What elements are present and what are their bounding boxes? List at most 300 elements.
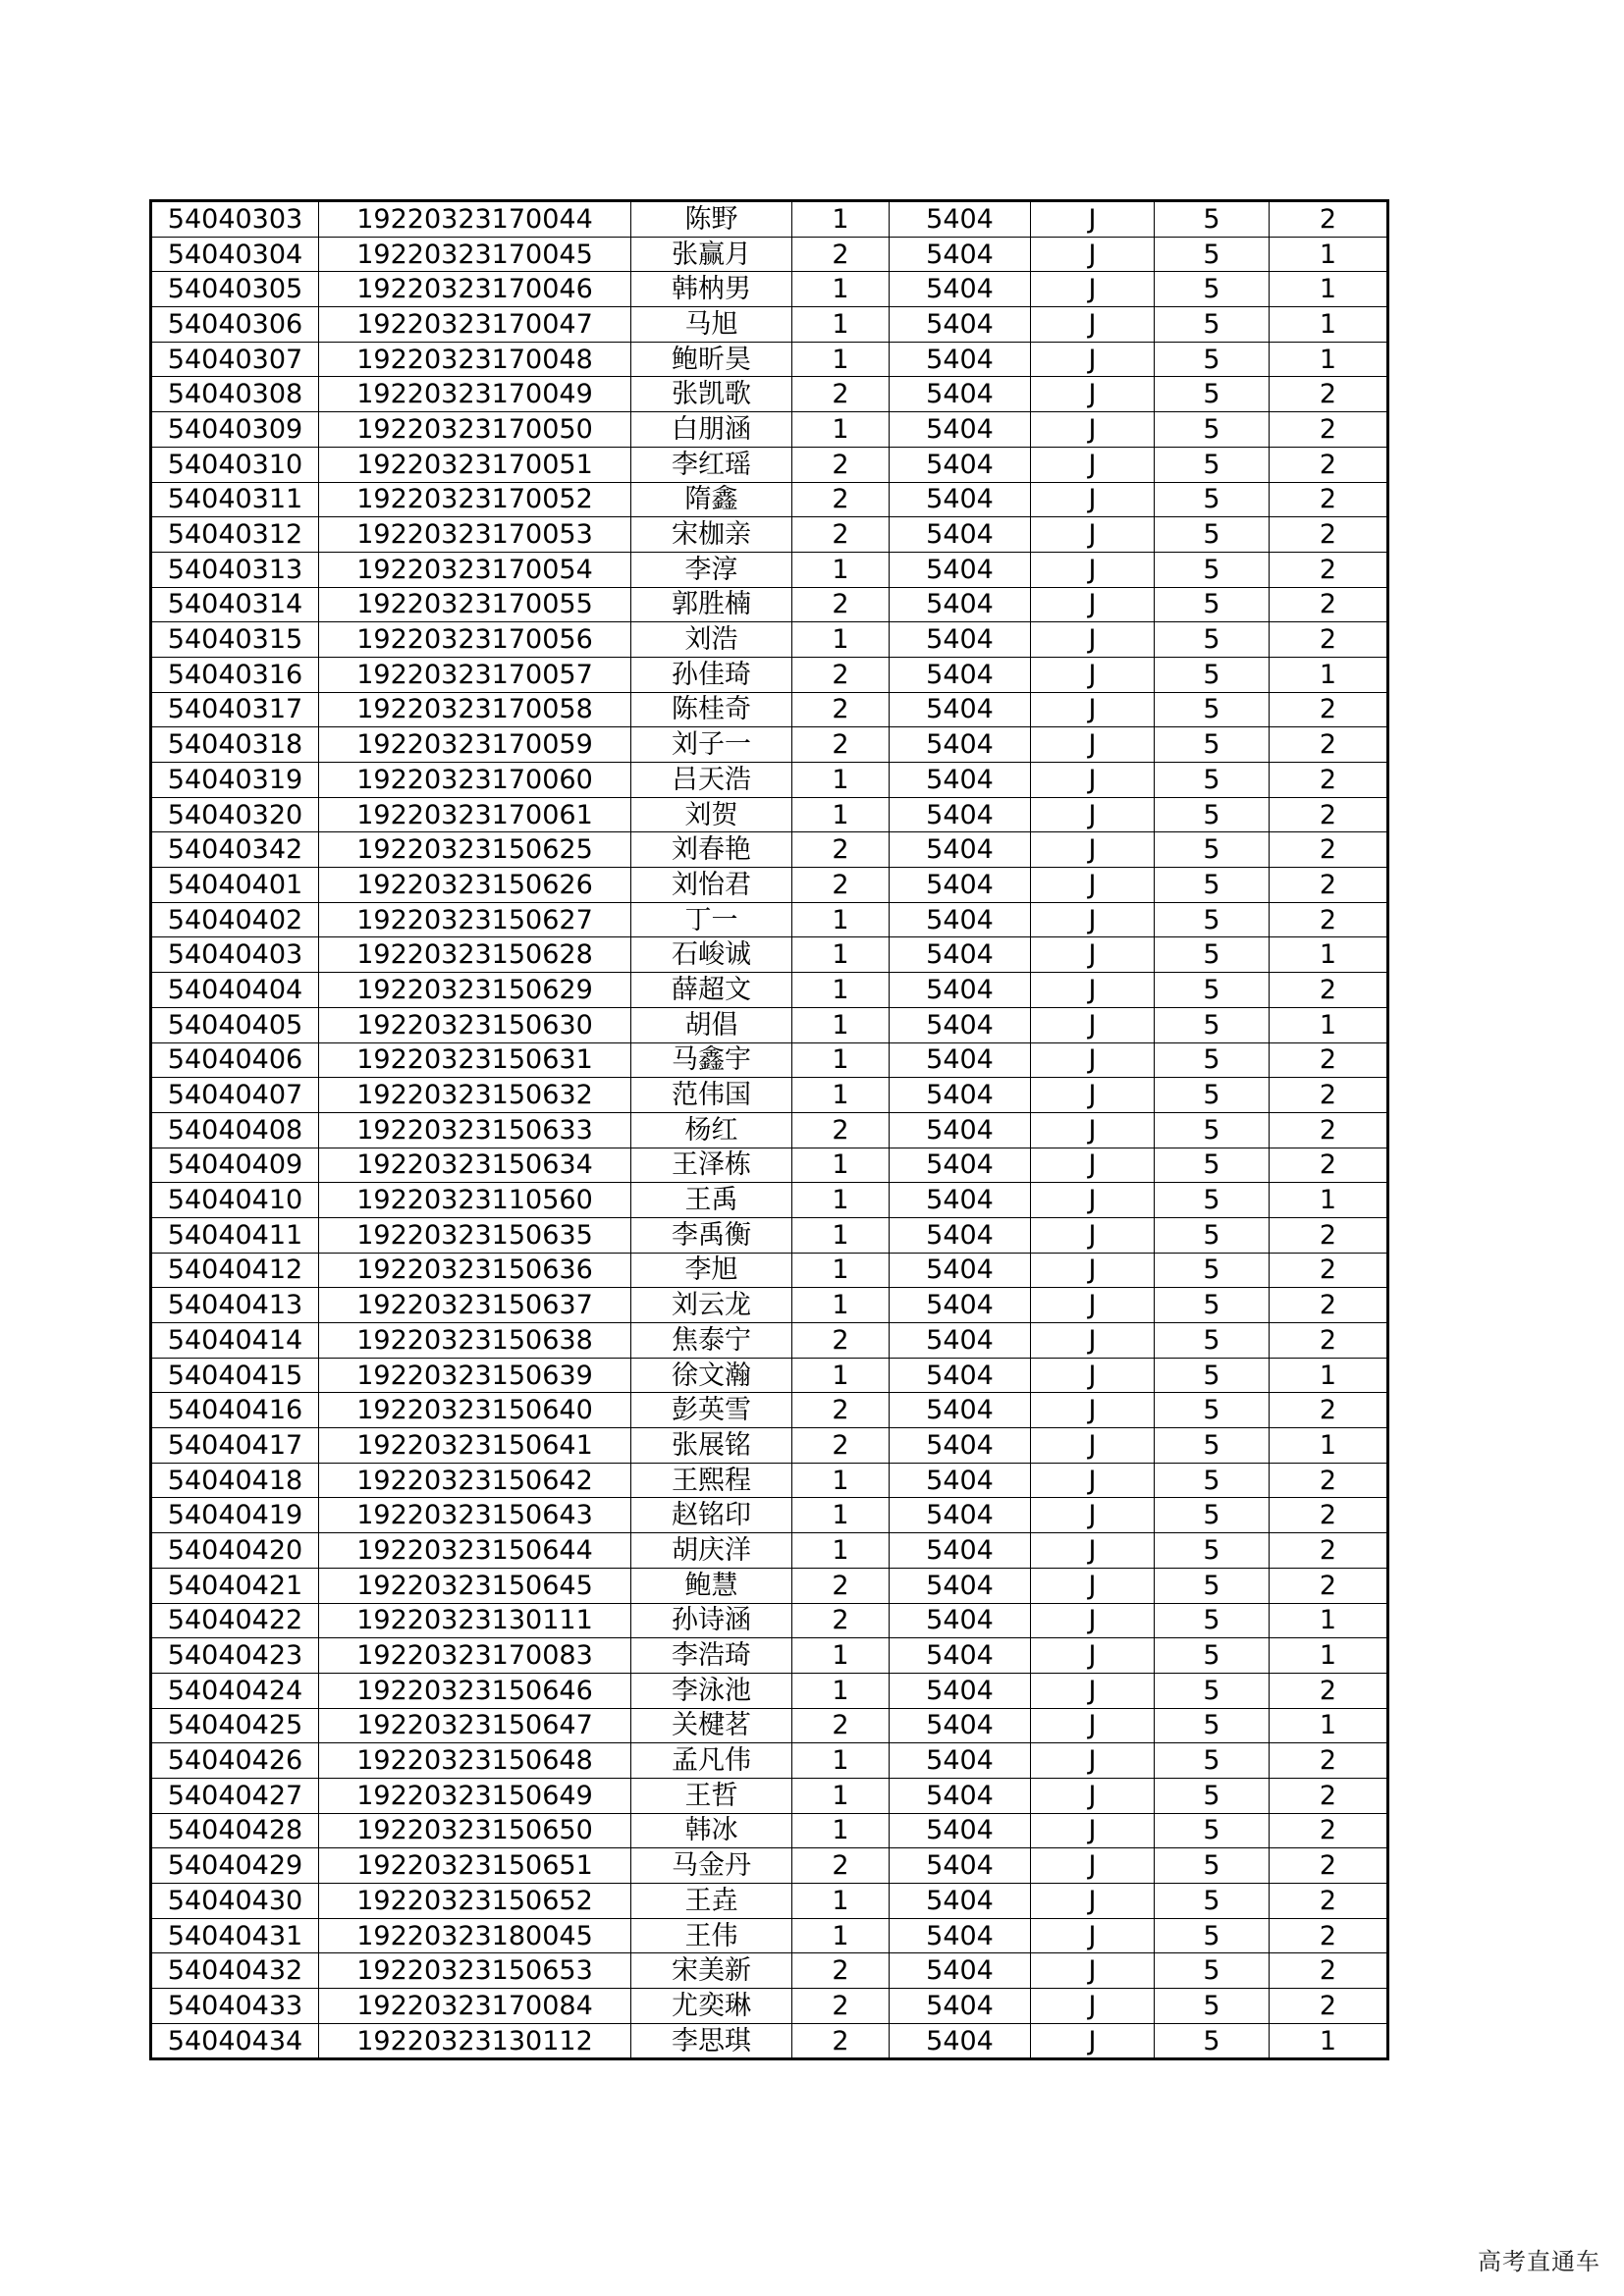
level-code-cell: 5 [1155,1778,1270,1813]
table-row [151,1288,1388,1323]
gender-code-cell: 1 [792,1498,890,1533]
category-code-cell: J [1031,342,1155,377]
category-code-cell: J [1031,1463,1155,1498]
gender-code-cell: 1 [792,937,890,973]
student-name-cell: 白朋涵 [631,412,792,448]
exam-number-cell: 54040408 [151,1112,319,1148]
type-code-cell: 2 [1270,1743,1388,1779]
category-code-cell: J [1031,412,1155,448]
student-name-cell: 刘浩 [631,622,792,658]
student-name-cell: 王熙程 [631,1463,792,1498]
type-code-cell: 2 [1270,201,1388,238]
student-name-cell: 王禹 [631,1183,792,1218]
exam-number-cell: 54040423 [151,1638,319,1674]
exam-number-cell: 54040405 [151,1007,319,1042]
registration-id-cell: 19220323170051 [319,447,631,482]
type-code-cell: 2 [1270,587,1388,622]
type-code-cell: 2 [1270,1673,1388,1708]
exam-number-cell: 54040429 [151,1848,319,1884]
registration-id-cell: 19220323150642 [319,1463,631,1498]
type-code-cell: 2 [1270,902,1388,937]
table-row [151,1007,1388,1042]
category-code-cell: J [1031,1918,1155,1953]
gender-code-cell: 1 [792,1813,890,1848]
school-code-cell: 5404 [890,1358,1031,1393]
gender-code-cell: 1 [792,201,890,238]
category-code-cell: J [1031,1393,1155,1428]
registration-id-cell: 19220323170047 [319,307,631,343]
student-name-cell: 石峻诚 [631,937,792,973]
type-code-cell: 1 [1270,657,1388,692]
level-code-cell: 5 [1155,692,1270,727]
category-code-cell: J [1031,1743,1155,1779]
registration-id-cell: 19220323150643 [319,1498,631,1533]
registration-id-cell: 19220323130111 [319,1603,631,1638]
student-name-cell: 关楗茗 [631,1708,792,1743]
gender-code-cell: 1 [792,1743,890,1779]
gender-code-cell: 1 [792,1183,890,1218]
category-code-cell: J [1031,657,1155,692]
registration-id-cell: 19220323150628 [319,937,631,973]
school-code-cell: 5404 [890,727,1031,763]
type-code-cell: 2 [1270,552,1388,587]
table-row [151,517,1388,553]
exam-number-cell: 54040415 [151,1358,319,1393]
table-row [151,1533,1388,1569]
table-row [151,692,1388,727]
student-name-cell: 薛超文 [631,973,792,1008]
level-code-cell: 5 [1155,1217,1270,1253]
category-code-cell: J [1031,1884,1155,1919]
school-code-cell: 5404 [890,1533,1031,1569]
exam-number-cell: 54040404 [151,973,319,1008]
gender-code-cell: 1 [792,1673,890,1708]
table-row [151,447,1388,482]
table-row [151,1393,1388,1428]
registration-id-cell: 19220323110560 [319,1183,631,1218]
level-code-cell: 5 [1155,1358,1270,1393]
level-code-cell: 5 [1155,1603,1270,1638]
exam-number-cell: 54040316 [151,657,319,692]
category-code-cell: J [1031,517,1155,553]
level-code-cell: 5 [1155,377,1270,412]
exam-number-cell: 54040313 [151,552,319,587]
gender-code-cell: 2 [792,1953,890,1989]
level-code-cell: 5 [1155,237,1270,272]
gender-code-cell: 2 [792,1393,890,1428]
gender-code-cell: 1 [792,622,890,658]
exam-number-cell: 54040432 [151,1953,319,1989]
category-code-cell: J [1031,832,1155,868]
registration-id-cell: 19220323150645 [319,1568,631,1603]
exam-number-cell: 54040428 [151,1813,319,1848]
school-code-cell: 5404 [890,1148,1031,1183]
gender-code-cell: 1 [792,1288,890,1323]
table-row [151,412,1388,448]
student-name-cell: 丁一 [631,902,792,937]
type-code-cell: 2 [1270,622,1388,658]
gender-code-cell: 2 [792,1323,890,1359]
exam-number-cell: 54040310 [151,447,319,482]
exam-number-cell: 54040315 [151,622,319,658]
table-row [151,727,1388,763]
category-code-cell: J [1031,587,1155,622]
school-code-cell: 5404 [890,1918,1031,1953]
gender-code-cell: 1 [792,1042,890,1078]
gender-code-cell: 1 [792,1148,890,1183]
registration-id-cell: 19220323170044 [319,201,631,238]
table-row [151,201,1388,238]
level-code-cell: 5 [1155,272,1270,307]
registration-id-cell: 19220323150651 [319,1848,631,1884]
exam-number-cell: 54040311 [151,482,319,517]
school-code-cell: 5404 [890,1638,1031,1674]
category-code-cell: J [1031,2023,1155,2059]
registration-id-cell: 19220323170052 [319,482,631,517]
category-code-cell: J [1031,307,1155,343]
type-code-cell: 2 [1270,763,1388,798]
table-row [151,1953,1388,1989]
type-code-cell: 1 [1270,1708,1388,1743]
level-code-cell: 5 [1155,622,1270,658]
registration-id-cell: 19220323150640 [319,1393,631,1428]
registration-id-cell: 19220323150638 [319,1323,631,1359]
table-row [151,868,1388,903]
student-name-cell: 王哲 [631,1778,792,1813]
registration-id-cell: 19220323170060 [319,763,631,798]
school-code-cell: 5404 [890,1673,1031,1708]
student-name-cell: 陈野 [631,201,792,238]
exam-number-cell: 54040306 [151,307,319,343]
gender-code-cell: 2 [792,868,890,903]
type-code-cell: 2 [1270,1848,1388,1884]
type-code-cell: 2 [1270,832,1388,868]
school-code-cell: 5404 [890,763,1031,798]
school-code-cell: 5404 [890,1042,1031,1078]
level-code-cell: 5 [1155,482,1270,517]
student-name-cell: 张凯歌 [631,377,792,412]
table-row [151,1778,1388,1813]
registration-id-cell: 19220323150650 [319,1813,631,1848]
category-code-cell: J [1031,447,1155,482]
table-row [151,657,1388,692]
category-code-cell: J [1031,1148,1155,1183]
registration-id-cell: 19220323150635 [319,1217,631,1253]
school-code-cell: 5404 [890,1253,1031,1288]
level-code-cell: 5 [1155,552,1270,587]
level-code-cell: 5 [1155,587,1270,622]
level-code-cell: 5 [1155,412,1270,448]
school-code-cell: 5404 [890,1183,1031,1218]
type-code-cell: 2 [1270,1463,1388,1498]
exam-number-cell: 54040410 [151,1183,319,1218]
level-code-cell: 5 [1155,1743,1270,1779]
table-row [151,272,1388,307]
student-name-cell: 韩冰 [631,1813,792,1848]
registration-id-cell: 19220323150636 [319,1253,631,1288]
gender-code-cell: 2 [792,1428,890,1464]
type-code-cell: 2 [1270,1884,1388,1919]
level-code-cell: 5 [1155,1078,1270,1113]
type-code-cell: 1 [1270,1007,1388,1042]
school-code-cell: 5404 [890,1288,1031,1323]
exam-number-cell: 54040318 [151,727,319,763]
gender-code-cell: 2 [792,447,890,482]
type-code-cell: 1 [1270,342,1388,377]
type-code-cell: 2 [1270,797,1388,832]
student-name-cell: 陈桂奇 [631,692,792,727]
type-code-cell: 2 [1270,1323,1388,1359]
registration-id-cell: 19220323150629 [319,973,631,1008]
table-row [151,1708,1388,1743]
category-code-cell: J [1031,272,1155,307]
table-row [151,937,1388,973]
student-name-cell: 王垚 [631,1884,792,1919]
level-code-cell: 5 [1155,517,1270,553]
level-code-cell: 5 [1155,973,1270,1008]
registration-id-cell: 19220323150641 [319,1428,631,1464]
category-code-cell: J [1031,1323,1155,1359]
student-name-cell: 郭胜楠 [631,587,792,622]
category-code-cell: J [1031,1778,1155,1813]
gender-code-cell: 2 [792,1708,890,1743]
type-code-cell: 2 [1270,1217,1388,1253]
exam-number-cell: 54040434 [151,2023,319,2059]
table-row [151,1813,1388,1848]
level-code-cell: 5 [1155,1568,1270,1603]
school-code-cell: 5404 [890,1323,1031,1359]
school-code-cell: 5404 [890,1989,1031,2024]
gender-code-cell: 2 [792,1568,890,1603]
student-name-cell: 李旭 [631,1253,792,1288]
student-name-cell: 尤奕琳 [631,1989,792,2024]
level-code-cell: 5 [1155,1112,1270,1148]
school-code-cell: 5404 [890,1884,1031,1919]
gender-code-cell: 2 [792,1112,890,1148]
school-code-cell: 5404 [890,1778,1031,1813]
school-code-cell: 5404 [890,1568,1031,1603]
exam-number-cell: 54040402 [151,902,319,937]
type-code-cell: 2 [1270,482,1388,517]
category-code-cell: J [1031,1253,1155,1288]
exam-number-cell: 54040308 [151,377,319,412]
registration-id-cell: 19220323150649 [319,1778,631,1813]
roster-table [149,199,1389,2060]
registration-id-cell: 19220323170057 [319,657,631,692]
exam-number-cell: 54040426 [151,1743,319,1779]
table-row [151,1884,1388,1919]
exam-number-cell: 54040304 [151,237,319,272]
registration-id-cell: 19220323130112 [319,2023,631,2059]
level-code-cell: 5 [1155,937,1270,973]
type-code-cell: 2 [1270,1148,1388,1183]
exam-number-cell: 54040417 [151,1428,319,1464]
school-code-cell: 5404 [890,1112,1031,1148]
category-code-cell: J [1031,1358,1155,1393]
category-code-cell: J [1031,692,1155,727]
category-code-cell: J [1031,1042,1155,1078]
table-row [151,1603,1388,1638]
exam-number-cell: 54040412 [151,1253,319,1288]
table-row [151,1638,1388,1674]
gender-code-cell: 1 [792,797,890,832]
table-row [151,587,1388,622]
registration-id-cell: 19220323150632 [319,1078,631,1113]
level-code-cell: 5 [1155,1007,1270,1042]
category-code-cell: J [1031,763,1155,798]
gender-code-cell: 1 [792,1463,890,1498]
registration-id-cell: 19220323180045 [319,1918,631,1953]
student-name-cell: 胡倡 [631,1007,792,1042]
level-code-cell: 5 [1155,1463,1270,1498]
registration-id-cell: 19220323170083 [319,1638,631,1674]
level-code-cell: 5 [1155,1673,1270,1708]
school-code-cell: 5404 [890,1498,1031,1533]
student-name-cell: 马金丹 [631,1848,792,1884]
registration-id-cell: 19220323170049 [319,377,631,412]
student-name-cell: 宋美新 [631,1953,792,1989]
category-code-cell: J [1031,1989,1155,2024]
school-code-cell: 5404 [890,797,1031,832]
type-code-cell: 2 [1270,1953,1388,1989]
table-row [151,1253,1388,1288]
exam-number-cell: 54040314 [151,587,319,622]
gender-code-cell: 2 [792,1603,890,1638]
gender-code-cell: 1 [792,1217,890,1253]
category-code-cell: J [1031,1953,1155,1989]
registration-id-cell: 19220323150633 [319,1112,631,1148]
gender-code-cell: 2 [792,482,890,517]
gender-code-cell: 2 [792,657,890,692]
student-name-cell: 张赢月 [631,237,792,272]
category-code-cell: J [1031,1498,1155,1533]
exam-number-cell: 54040342 [151,832,319,868]
registration-id-cell: 19220323150653 [319,1953,631,1989]
school-code-cell: 5404 [890,201,1031,238]
registration-id-cell: 19220323150631 [319,1042,631,1078]
gender-code-cell: 2 [792,832,890,868]
school-code-cell: 5404 [890,482,1031,517]
category-code-cell: J [1031,1183,1155,1218]
school-code-cell: 5404 [890,622,1031,658]
school-code-cell: 5404 [890,2023,1031,2059]
gender-code-cell: 1 [792,1778,890,1813]
student-name-cell: 孟凡伟 [631,1743,792,1779]
table-row [151,1042,1388,1078]
table-row [151,1463,1388,1498]
student-name-cell: 徐文瀚 [631,1358,792,1393]
table-row [151,482,1388,517]
registration-id-cell: 19220323170061 [319,797,631,832]
level-code-cell: 5 [1155,1148,1270,1183]
gender-code-cell: 1 [792,1007,890,1042]
gender-code-cell: 2 [792,692,890,727]
level-code-cell: 5 [1155,1393,1270,1428]
registration-id-cell: 19220323150637 [319,1288,631,1323]
school-code-cell: 5404 [890,1428,1031,1464]
registration-id-cell: 19220323170053 [319,517,631,553]
student-name-cell: 刘春艳 [631,832,792,868]
table-row [151,342,1388,377]
type-code-cell: 2 [1270,1078,1388,1113]
table-row [151,1358,1388,1393]
level-code-cell: 5 [1155,1638,1270,1674]
type-code-cell: 1 [1270,937,1388,973]
level-code-cell: 5 [1155,201,1270,238]
gender-code-cell: 1 [792,1358,890,1393]
registration-id-cell: 19220323150634 [319,1148,631,1183]
table-row [151,1148,1388,1183]
school-code-cell: 5404 [890,1743,1031,1779]
gender-code-cell: 2 [792,1989,890,2024]
table-row [151,1428,1388,1464]
exam-number-cell: 54040414 [151,1323,319,1359]
category-code-cell: J [1031,1603,1155,1638]
category-code-cell: J [1031,797,1155,832]
registration-id-cell: 19220323170050 [319,412,631,448]
registration-id-cell: 19220323150652 [319,1884,631,1919]
level-code-cell: 5 [1155,1183,1270,1218]
student-name-cell: 刘子一 [631,727,792,763]
gender-code-cell: 1 [792,552,890,587]
registration-id-cell: 19220323150625 [319,832,631,868]
level-code-cell: 5 [1155,342,1270,377]
student-name-cell: 胡庆洋 [631,1533,792,1569]
registration-id-cell: 19220323170045 [319,237,631,272]
gender-code-cell: 2 [792,377,890,412]
type-code-cell: 2 [1270,1918,1388,1953]
table-row [151,622,1388,658]
student-name-cell: 李淳 [631,552,792,587]
exam-number-cell: 54040403 [151,937,319,973]
category-code-cell: J [1031,237,1155,272]
category-code-cell: J [1031,902,1155,937]
category-code-cell: J [1031,1673,1155,1708]
registration-id-cell: 19220323150627 [319,902,631,937]
category-code-cell: J [1031,1813,1155,1848]
registration-id-cell: 19220323170055 [319,587,631,622]
student-name-cell: 马旭 [631,307,792,343]
student-name-cell: 鲍昕昊 [631,342,792,377]
exam-number-cell: 54040433 [151,1989,319,2024]
type-code-cell: 2 [1270,868,1388,903]
exam-number-cell: 54040320 [151,797,319,832]
gender-code-cell: 1 [792,342,890,377]
level-code-cell: 5 [1155,727,1270,763]
student-name-cell: 杨红 [631,1112,792,1148]
exam-number-cell: 54040401 [151,868,319,903]
category-code-cell: J [1031,1078,1155,1113]
school-code-cell: 5404 [890,1813,1031,1848]
school-code-cell: 5404 [890,832,1031,868]
type-code-cell: 2 [1270,1112,1388,1148]
exam-number-cell: 54040421 [151,1568,319,1603]
table-row [151,307,1388,343]
exam-number-cell: 54040431 [151,1918,319,1953]
type-code-cell: 1 [1270,307,1388,343]
registration-id-cell: 19220323150639 [319,1358,631,1393]
table-row [151,1673,1388,1708]
exam-number-cell: 54040407 [151,1078,319,1113]
student-name-cell: 马鑫宇 [631,1042,792,1078]
exam-number-cell: 54040307 [151,342,319,377]
gender-code-cell: 1 [792,272,890,307]
gender-code-cell: 1 [792,1918,890,1953]
category-code-cell: J [1031,973,1155,1008]
gender-code-cell: 1 [792,412,890,448]
school-code-cell: 5404 [890,937,1031,973]
level-code-cell: 5 [1155,1428,1270,1464]
